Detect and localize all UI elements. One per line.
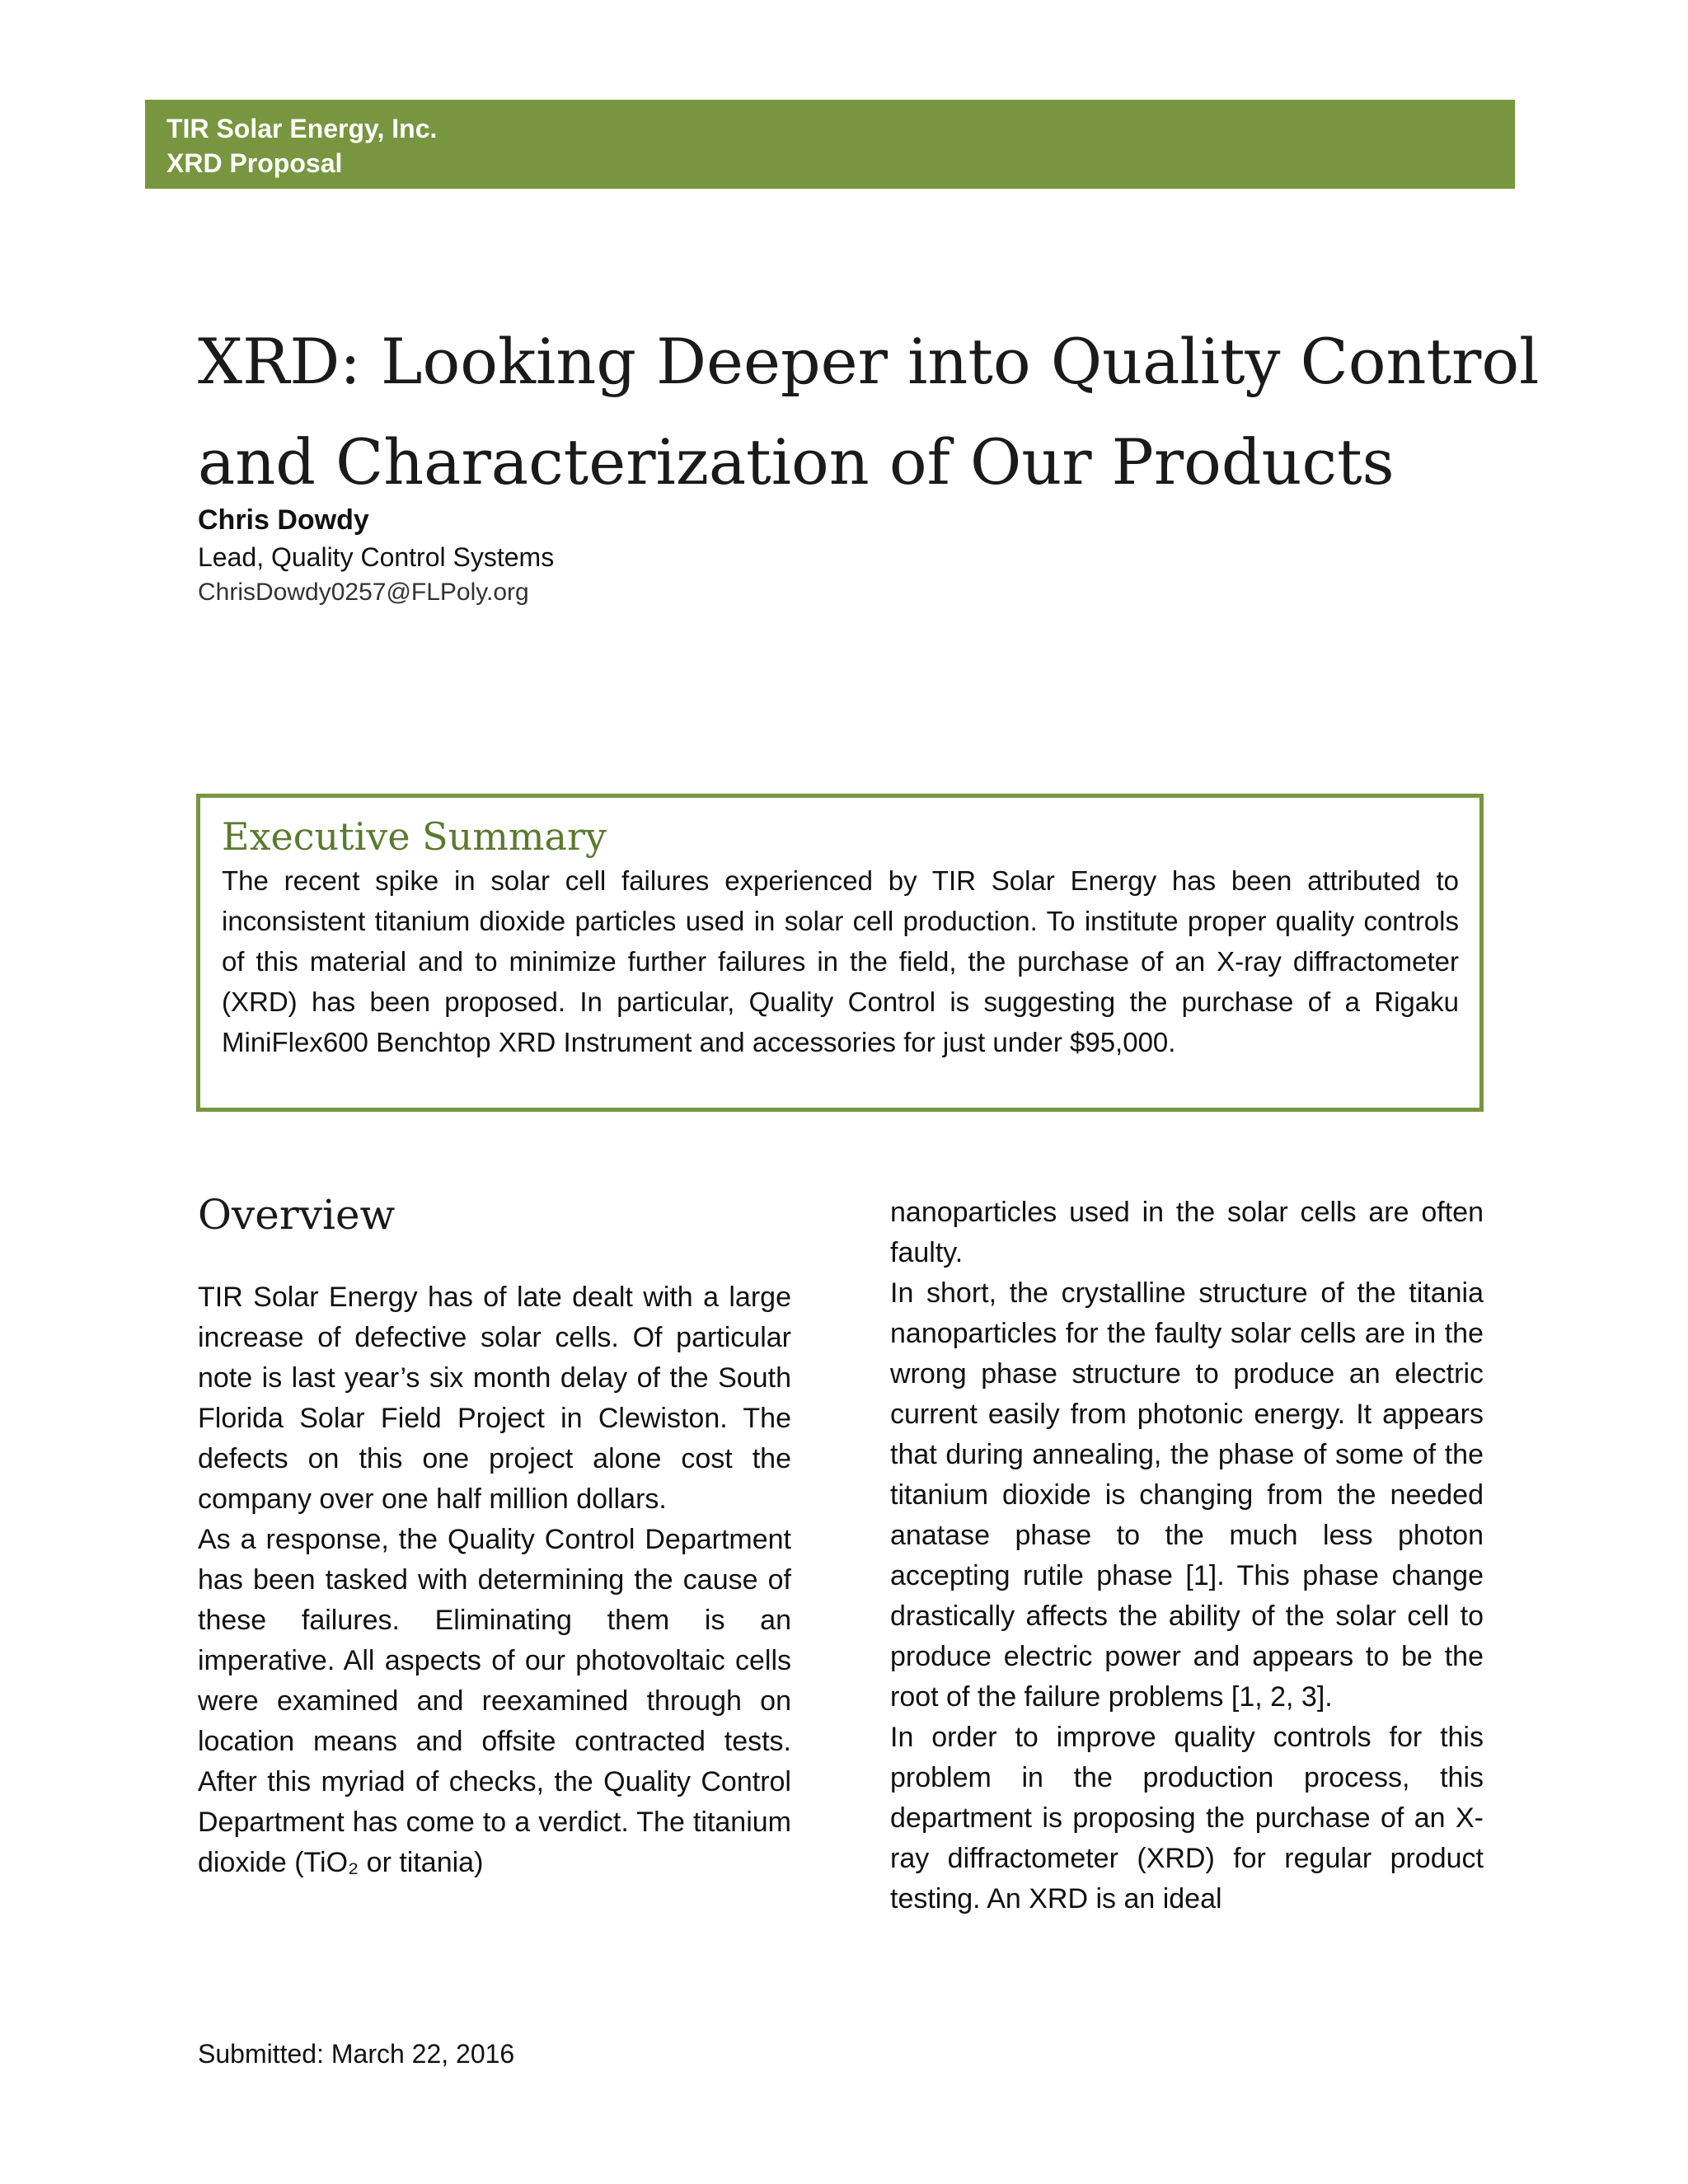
title-line-2: and Characterization of Our Products bbox=[198, 425, 1395, 499]
company-name: TIR Solar Energy, Inc. bbox=[166, 114, 438, 143]
author-email: ChrisDowdy0257@FLPoly.org bbox=[198, 579, 529, 606]
executive-summary-heading: Executive Summary bbox=[222, 814, 607, 859]
executive-summary-box bbox=[196, 794, 1484, 1112]
overview-paragraph-3: In short, the crystalline structure of the titania nanoparticles for the faulty solar cells are in the wrong phase structure to produce an electric current easily from photonic energy. It appears that during annealing, the phase of some of the titanium dioxide is changing from the needed anatase phase to the much less photon accepting rutile phase [1]. This phase change drastically affects the ability of the solar cell to produce electric power and appears to be the root of the failure problems [1, 2, 3]. bbox=[890, 1277, 1484, 1713]
overview-left-column bbox=[198, 1185, 791, 1883]
page-title bbox=[198, 312, 1540, 513]
author-name: Chris Dowdy bbox=[198, 504, 369, 536]
overview-right-column bbox=[890, 1193, 1484, 1919]
header-band bbox=[145, 100, 1515, 189]
author-role: Lead, Quality Control Systems bbox=[198, 542, 555, 572]
submitted-date: Submitted: March 22, 2016 bbox=[198, 2039, 515, 2069]
title-line-1: XRD: Looking Deeper into Quality Control bbox=[198, 325, 1540, 398]
overview-paragraph-4: In order to improve quality controls for this problem in the production process, this department is proposing the purchase of an X-ray diffractometer (XRD) for regular product testing. An XRD is an ideal bbox=[890, 1722, 1484, 1915]
document-type: XRD Proposal bbox=[166, 148, 343, 178]
overview-paragraph-1: TIR Solar Energy has of late dealt with a large increase of defective solar cells. Of particular note is last year’s six month delay of the South Florida Solar Field Project in Clewiston. The defects on this one project alone cost the company over one half million dollars. bbox=[198, 1282, 791, 1515]
executive-summary-body: The recent spike in solar cell failures experienced by TIR Solar Energy has been attributed to inconsistent titanium dioxide particles used in solar cell production. To institute proper quality controls of this material and to minimize further failures in the field, the purchase of an X-ray diffractometer (XRD) has been proposed. In particular, Quality Control is suggesting the purchase of a Rigaku MiniFlex600 Benchtop XRD Instrument and accessories for just under $95,000. bbox=[222, 865, 1459, 1057]
overview-paragraph-2-end: nanoparticles used in the solar cells are often faulty. bbox=[890, 1197, 1484, 1268]
overview-heading: Overview bbox=[198, 1191, 396, 1239]
author-block bbox=[198, 501, 554, 610]
overview-paragraph-2-start: As a response, the Quality Control Department has been tasked with determining the cause of these failures. Eliminating them is an imperative. All aspects of our photovoltaic cells were examined and reexamined through on location means and offsite contracted tests. After this myriad of checks, the Quality Control Department has come to a verdict. The titanium dioxide (TiO₂ or titania) bbox=[198, 1524, 791, 1878]
